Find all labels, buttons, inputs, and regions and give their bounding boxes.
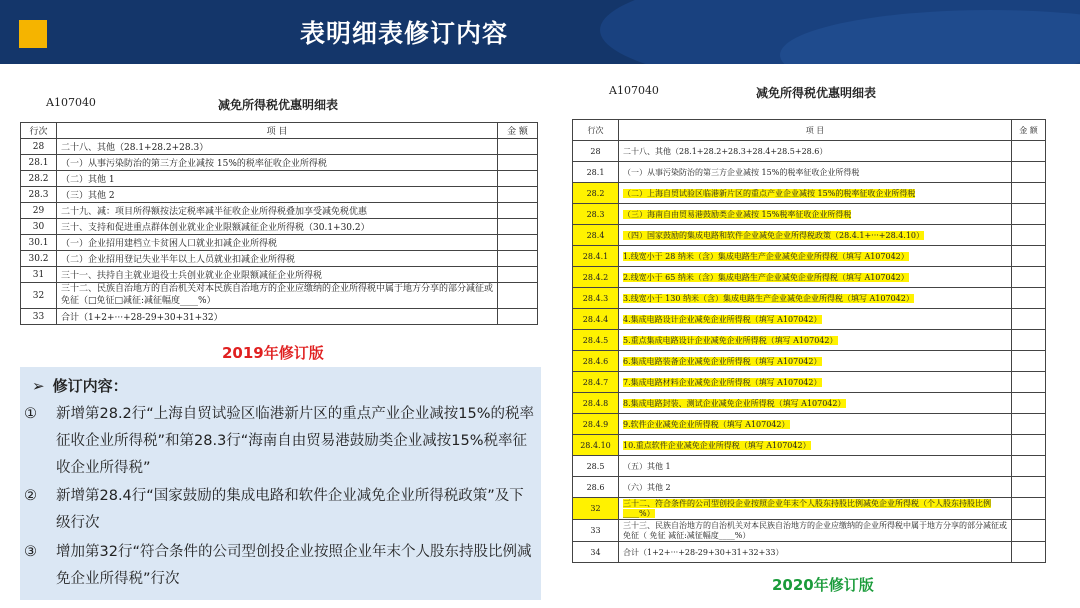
row-item [57,235,498,251]
table-row [21,171,538,187]
row-item-text: （二）上海自贸试验区临港新片区的重点产业企业减按 15%的税率征收企业所得税 [623,188,916,198]
table-row [573,246,1046,267]
row-item-text: 6.集成电路装备企业减免企业所得税（填写 A107042） [623,356,822,366]
row-item [57,267,498,283]
row-item-text: 1.线宽小于 28 纳米（含）集成电路生产企业减免企业所得税（填写 A107042） [623,251,909,261]
row-number: 33 [21,309,57,325]
item-text: 新增第28.4行“国家鼓励的集成电路和软件企业减免企业所得税政策”及下级行次 [56,488,524,531]
row-item [57,139,498,155]
row-amount [1012,141,1046,162]
row-amount [1012,330,1046,351]
revision-title [32,375,128,396]
row-number: 28.4.3 [573,288,619,309]
row-amount [1012,435,1046,456]
row-item [619,267,1012,288]
row-item-text: 二十八、其他（28.1+28.2+28.3） [61,143,209,153]
row-amount [498,203,538,219]
form-code-2019: A107040 [46,96,96,109]
row-number: 32 [21,283,57,309]
table-row [573,309,1046,330]
row-number: 28.1 [21,155,57,171]
table-row [573,288,1046,309]
item-number: ② [24,488,37,504]
row-amount [498,267,538,283]
row-number: 28.4 [573,225,619,246]
row-number: 30.1 [21,235,57,251]
row-item [619,309,1012,330]
row-item [57,283,498,309]
table-row [573,141,1046,162]
col-amount-header: 金 额 [498,123,538,139]
row-item [57,309,498,325]
row-amount [498,235,538,251]
table-row [573,477,1046,498]
row-number: 28.4.8 [573,393,619,414]
version-label-2020: 2020年修订版 [772,576,874,594]
row-item [619,456,1012,477]
row-amount [1012,246,1046,267]
row-number: 28 [21,139,57,155]
table-row [21,139,538,155]
row-number: 33 [573,520,619,542]
version-label-2019: 2019年修订版 [222,344,324,362]
row-item-text: 二十九、减：项目所得额按法定税率减半征收企业所得税叠加享受减免税优惠 [61,207,368,217]
row-item [619,351,1012,372]
row-item-text: 5.重点集成电路设计企业减免企业所得税（填写 A107042） [623,335,838,345]
row-number: 28.4.10 [573,435,619,456]
row-item-text: 合计（1+2+···+28-29+30+31+32+33） [623,547,784,557]
row-item [57,203,498,219]
table-row [573,435,1046,456]
row-item [619,225,1012,246]
revision-title-text: 修订内容： [52,377,128,395]
table-row [21,309,538,325]
col-amount-header: 金 额 [1012,120,1046,141]
table-row [573,351,1046,372]
row-item-text: （四）国家鼓励的集成电路和软件企业减免企业所得税政策（28.4.1+···+28.4.10） [623,230,925,240]
row-item-text: 4.集成电路设计企业减免企业所得税（填写 A107042） [623,314,822,324]
row-number: 28.4.6 [573,351,619,372]
col-row-header: 行次 [21,123,57,139]
row-amount [1012,498,1046,520]
row-number: 28.4.5 [573,330,619,351]
row-number: 32 [573,498,619,520]
row-item-text: 10.重点软件企业减免企业所得税（填写 A107042） [623,440,811,450]
row-item [619,435,1012,456]
row-item [619,520,1012,542]
row-amount [498,309,538,325]
row-item [619,183,1012,204]
row-amount [1012,393,1046,414]
table-row [21,203,538,219]
table-row [573,414,1046,435]
col-item-header: 项 目 [619,120,1012,141]
row-item [57,187,498,203]
table-row [573,542,1046,563]
row-number: 28 [573,141,619,162]
row-number: 28.1 [573,162,619,183]
row-number: 28.2 [573,183,619,204]
table-row [21,267,538,283]
col-item-header: 项 目 [57,123,498,139]
row-item [619,393,1012,414]
revision-item-3 [24,539,536,593]
row-amount [1012,456,1046,477]
row-item-text: （一）从事污染防治的第三方企业减按 15%的税率征收企业所得税 [61,159,327,169]
row-amount [1012,204,1046,225]
row-item-text: 三十二、符合条件的公司型创投企业按照企业年末个人股东持股比例减免企业所得税（个人股东持股比例____%） [623,498,991,518]
row-number: 29 [21,203,57,219]
table-row [573,183,1046,204]
row-number: 28.4.7 [573,372,619,393]
row-item-text: 三十二、民族自治地方的自治机关对本民族自治地方的企业应缴纳的企业所得税中属于地方分享的部分减征或免征（□免征□减征:减征幅度____%） [61,284,494,306]
row-amount [1012,520,1046,542]
accent-square-icon [19,20,47,48]
row-item-text: （二）企业招用登记失业半年以上人员就业扣减企业所得税 [61,255,296,265]
table-row [573,162,1046,183]
row-amount [1012,288,1046,309]
row-item [619,204,1012,225]
row-item-text: 3.线宽小于 130 纳米（含）集成电路生产企业减免企业所得税（填写 A107042） [623,293,914,303]
table-row [573,372,1046,393]
table-row [21,155,538,171]
row-amount [1012,183,1046,204]
row-number: 28.4.9 [573,414,619,435]
row-number: 28.6 [573,477,619,498]
row-amount [498,251,538,267]
table-row [21,219,538,235]
table-row [21,235,538,251]
table-row [573,267,1046,288]
row-item-text: （六）其他 2 [623,482,671,492]
row-item-text: （五）其他 1 [623,461,671,471]
row-item [619,477,1012,498]
row-amount [1012,162,1046,183]
arrow-icon: ➢ [32,377,45,395]
row-item [57,171,498,187]
row-item-text: （一）从事污染防治的第三方企业减按 15%的税率征收企业所得税 [623,167,860,177]
row-amount [498,155,538,171]
table-row [21,283,538,309]
row-item-text: 合计（1+2+···+28-29+30+31+32） [61,313,223,323]
row-item-text: 三十三、民族自治地方的自治机关对本民族自治地方的企业应缴纳的企业所得税中属于地方分享的部分减征或免征（ 免征 减征:减征幅度____%） [623,520,1007,540]
row-item [57,251,498,267]
table-row [573,393,1046,414]
table-row [573,225,1046,246]
row-amount [1012,351,1046,372]
row-number: 31 [21,267,57,283]
row-item [57,155,498,171]
row-item-text: 7.集成电路材料企业减免企业所得税（填写 A107042） [623,377,822,387]
row-number: 28.5 [573,456,619,477]
row-item [619,498,1012,520]
table-row [573,330,1046,351]
row-amount [498,139,538,155]
row-item-text: （三）其他 2 [61,191,115,201]
row-item-text: 9.软件企业减免企业所得税（填写 A107042） [623,419,790,429]
row-amount [1012,372,1046,393]
item-text: 新增第28.2行“上海自贸试验区临港新片区的重点产业企业减按15%的税率征收企业所得税”和第28.3行“海南自由贸易港鼓励类企业减按15%税率征收企业所得税” [56,406,535,476]
row-amount [498,187,538,203]
col-row-header: 行次 [573,120,619,141]
row-amount [498,219,538,235]
row-item-text: （三）海南自由贸易港鼓励类企业减按 15%税率征收企业所得税 [623,209,852,219]
table-header-row [573,120,1046,141]
row-number: 28.4.4 [573,309,619,330]
row-item [619,330,1012,351]
table-row [21,187,538,203]
table-row [573,498,1046,520]
row-item-text: 三十一、扶持自主就业退役士兵创业就业企业限额减征企业所得税 [61,271,323,281]
row-item [57,219,498,235]
slide-header [0,0,1080,64]
form-title-2020: 减免所得税优惠明细表 [756,86,877,100]
item-number: ① [24,406,37,422]
row-number: 28.3 [21,187,57,203]
row-amount [498,283,538,309]
form-title-2019: 减免所得税优惠明细表 [218,98,339,112]
row-number: 28.4.1 [573,246,619,267]
row-number: 28.2 [21,171,57,187]
table-row [573,456,1046,477]
form-code-2020: A107040 [609,84,659,97]
table-row [573,204,1046,225]
table-row [573,520,1046,542]
row-item [619,162,1012,183]
slide-title: 表明细表修订内容 [300,19,509,48]
row-item-text: 三十、支持和促进重点群体创业就业企业限额减征企业所得税（30.1+30.2） [61,223,370,233]
row-amount [1012,267,1046,288]
table-2019 [20,122,538,325]
item-text: 增加第32行“符合条件的公司型创投企业按照企业年末个人股东持股比例减免企业所得税”行次 [56,544,532,587]
row-number: 28.3 [573,204,619,225]
row-amount [1012,542,1046,563]
revision-item-2 [24,483,536,537]
revision-item-1 [24,401,536,482]
row-item-text: （一）企业招用建档立卡贫困人口就业扣减企业所得税 [61,239,278,249]
row-item-text: 2.线宽小于 65 纳米（含）集成电路生产企业减免企业所得税（填写 A107042） [623,272,909,282]
table-2020 [572,119,1046,563]
row-amount [1012,414,1046,435]
row-amount [1012,309,1046,330]
row-item [619,542,1012,563]
row-item-text: 8.集成电路封装、测试企业减免企业所得税（填写 A107042） [623,398,846,408]
row-item [619,372,1012,393]
row-item [619,414,1012,435]
row-number: 34 [573,542,619,563]
row-amount [1012,477,1046,498]
row-amount [1012,225,1046,246]
row-item [619,246,1012,267]
row-amount [498,171,538,187]
row-number: 30 [21,219,57,235]
row-item [619,288,1012,309]
table-row [21,251,538,267]
table-header-row [21,123,538,139]
item-number: ③ [24,544,37,560]
row-number: 28.4.2 [573,267,619,288]
row-item-text: 二十八、其他（28.1+28.2+28.3+28.4+28.5+28.6） [623,146,828,156]
row-item-text: （二）其他 1 [61,175,115,185]
revision-panel [20,367,541,600]
row-number: 30.2 [21,251,57,267]
row-item [619,141,1012,162]
